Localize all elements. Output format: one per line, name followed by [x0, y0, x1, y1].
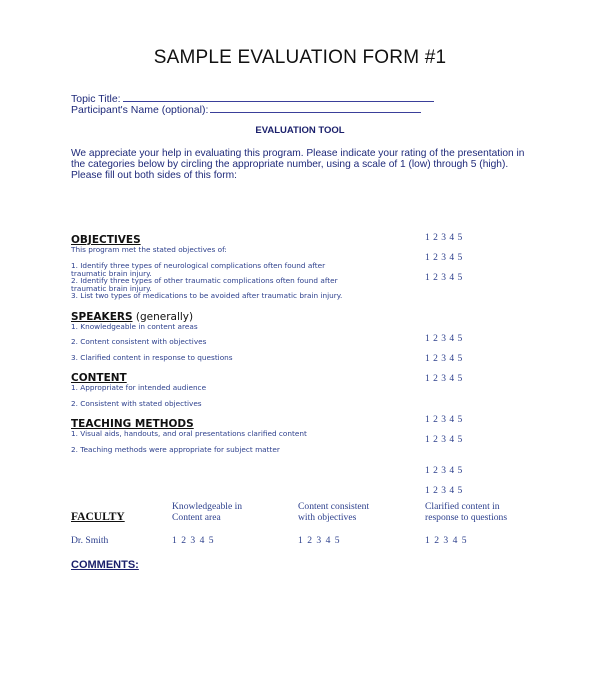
objective-item-2b: traumatic brain injury.: [71, 283, 152, 293]
participant-name-label: Participant's Name (optional):: [71, 104, 209, 116]
topic-title-label: Topic Title:: [71, 93, 121, 105]
faculty-column-header-3: [425, 501, 507, 523]
evaluation-tool-heading: EVALUATION TOOL: [255, 125, 345, 136]
participant-name-input-line[interactable]: [210, 103, 421, 113]
rating-scale[interactable]: 1 2 3 4 5: [425, 334, 463, 344]
faculty-heading: FACULTY: [71, 511, 125, 523]
objective-item-1b: traumatic brain injury.: [71, 268, 152, 278]
objective-item-1a: 1. Identify three types of neurological complications often found after: [71, 261, 326, 270]
faculty-column-2-line1: Content consistent: [298, 501, 370, 512]
faculty-column-header-1: [172, 501, 242, 523]
faculty-column-2-line2: with objectives: [298, 512, 357, 523]
faculty-name: Dr. Smith: [71, 535, 109, 546]
faculty-column-1-line2: Content area: [172, 512, 221, 523]
participant-name-field[interactable]: [71, 103, 421, 116]
comments-heading: COMMENTS:: [71, 559, 139, 571]
rating-scale[interactable]: 1 2 3 4 5: [425, 466, 463, 476]
faculty-rating-3[interactable]: 1 2 3 4 5: [425, 535, 467, 546]
rating-scale[interactable]: 1 2 3 4 5: [425, 486, 463, 496]
speakers-heading-text: SPEAKERS: [71, 311, 133, 323]
rating-scale[interactable]: 1 2 3 4 5: [425, 354, 463, 364]
teaching-methods-item-2: 2. Teaching methods were appropriate for subject matter: [71, 445, 280, 454]
objectives-heading: OBJECTIVES: [71, 234, 141, 246]
content-item-1: 1. Appropriate for intended audience: [71, 383, 207, 392]
rating-scale[interactable]: 1 2 3 4 5: [425, 435, 463, 445]
speakers-item-2: 2. Content consistent with objectives: [71, 337, 207, 346]
speakers-item-3: 3. Clarified content in response to questions: [71, 353, 233, 362]
rating-scale[interactable]: 1 2 3 4 5: [425, 374, 463, 384]
teaching-methods-heading: TEACHING METHODS: [71, 418, 194, 430]
faculty-rating-1[interactable]: 1 2 3 4 5: [172, 535, 214, 546]
faculty-column-header-2: [298, 501, 369, 523]
content-item-2: 2. Consistent with stated objectives: [71, 399, 202, 408]
rating-scale[interactable]: 1 2 3 4 5: [425, 253, 463, 263]
form-title: SAMPLE EVALUATION FORM #1: [153, 47, 447, 68]
faculty-column-1-line1: Knowledgeable in: [172, 501, 243, 512]
speakers-heading-suffix: (generally): [132, 311, 194, 323]
rating-scale[interactable]: 1 2 3 4 5: [425, 415, 463, 425]
objectives-intro: This program met the stated objectives of:: [71, 245, 227, 254]
rating-scale[interactable]: 1 2 3 4 5: [425, 273, 463, 283]
intro-paragraph: We appreciate your help in evaluating this program. Please indicate your rating of the presentation in the categories below by circling the appropriate number, using a scale of 1 (low) through 5 (high). Please fill out both sides of this form:: [71, 148, 525, 182]
objective-item-3: 3. List two types of medications to be avoided after traumatic brain injury.: [71, 291, 343, 300]
faculty-column-3-line1: Clarified content in: [425, 501, 500, 512]
content-heading: CONTENT: [71, 372, 127, 384]
faculty-rating-2[interactable]: 1 2 3 4 5: [298, 535, 340, 546]
topic-title-input-line[interactable]: [123, 92, 434, 102]
speakers-item-1: 1. Knowledgeable in content areas: [71, 322, 198, 331]
teaching-methods-item-1: 1. Visual aids, handouts, and oral presentations clarified content: [71, 429, 307, 438]
rating-scale[interactable]: 1 2 3 4 5: [425, 233, 463, 243]
faculty-column-3-line2: response to questions: [425, 512, 508, 523]
objective-item-2a: 2. Identify three types of other traumatic complications often found after: [71, 276, 338, 285]
